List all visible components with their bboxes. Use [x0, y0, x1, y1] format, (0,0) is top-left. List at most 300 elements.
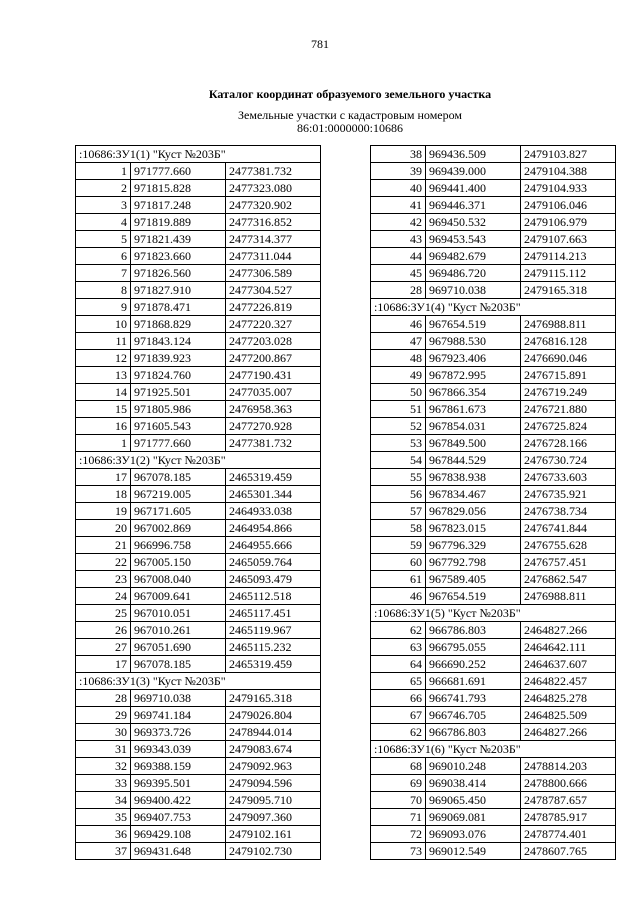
table-row: [371, 724, 616, 741]
section-header: :10686:ЗУ1(6) "Куст №203Б": [371, 741, 616, 758]
table-row: [76, 401, 321, 418]
table-row: [76, 843, 321, 860]
table-row: [76, 690, 321, 707]
table-row: [371, 146, 616, 163]
point-number-cell: 43: [371, 231, 426, 248]
x-coordinate-cell: 971925.501: [131, 384, 226, 401]
y-coordinate-cell: 2479095.710: [226, 792, 321, 809]
point-number-cell: 38: [371, 146, 426, 163]
point-number-cell: 13: [76, 367, 131, 384]
y-coordinate-cell: 2477381.732: [226, 435, 321, 452]
y-coordinate-cell: 2465093.479: [226, 571, 321, 588]
y-coordinate-cell: 2478607.765: [521, 843, 616, 860]
table-row: [371, 350, 616, 367]
table-row: [371, 248, 616, 265]
y-coordinate-cell: 2476735.921: [521, 486, 616, 503]
table-row: [371, 401, 616, 418]
point-number-cell: 70: [371, 792, 426, 809]
y-coordinate-cell: 2479165.318: [521, 282, 616, 299]
x-coordinate-cell: 967861.673: [426, 401, 521, 418]
point-number-cell: 24: [76, 588, 131, 605]
point-number-cell: 56: [371, 486, 426, 503]
x-coordinate-cell: 969012.549: [426, 843, 521, 860]
table-row: [76, 809, 321, 826]
x-coordinate-cell: 969710.038: [131, 690, 226, 707]
table-row: [371, 656, 616, 673]
y-coordinate-cell: 2477220.327: [226, 316, 321, 333]
point-number-cell: 40: [371, 180, 426, 197]
table-row: [371, 180, 616, 197]
x-coordinate-cell: 967823.015: [426, 520, 521, 537]
y-coordinate-cell: 2465301.344: [226, 486, 321, 503]
y-coordinate-cell: 2476862.547: [521, 571, 616, 588]
point-number-cell: 63: [371, 639, 426, 656]
y-coordinate-cell: 2477320.902: [226, 197, 321, 214]
table-row: [371, 792, 616, 809]
y-coordinate-cell: 2477304.527: [226, 282, 321, 299]
y-coordinate-cell: 2479083.674: [226, 741, 321, 758]
point-number-cell: 35: [76, 809, 131, 826]
y-coordinate-cell: 2476725.824: [521, 418, 616, 435]
point-number-cell: 69: [371, 775, 426, 792]
y-coordinate-cell: 2478800.666: [521, 775, 616, 792]
y-coordinate-cell: 2476690.046: [521, 350, 616, 367]
table-row: [371, 639, 616, 656]
point-number-cell: 8: [76, 282, 131, 299]
x-coordinate-cell: 971823.660: [131, 248, 226, 265]
point-number-cell: 1: [76, 435, 131, 452]
table-row: [371, 231, 616, 248]
point-number-cell: 2: [76, 180, 131, 197]
y-coordinate-cell: 2477311.044: [226, 248, 321, 265]
y-coordinate-cell: 2479106.046: [521, 197, 616, 214]
section-header-row: [76, 452, 321, 469]
point-number-cell: 32: [76, 758, 131, 775]
x-coordinate-cell: 967849.500: [426, 435, 521, 452]
point-number-cell: 72: [371, 826, 426, 843]
table-row: [76, 333, 321, 350]
table-row: [371, 520, 616, 537]
table-row: [76, 418, 321, 435]
y-coordinate-cell: 2464933.038: [226, 503, 321, 520]
point-number-cell: 51: [371, 401, 426, 418]
point-number-cell: 37: [76, 843, 131, 860]
table-row: [371, 503, 616, 520]
y-coordinate-cell: 2476728.166: [521, 435, 616, 452]
y-coordinate-cell: 2476741.844: [521, 520, 616, 537]
table-row: [371, 707, 616, 724]
point-number-cell: 41: [371, 197, 426, 214]
y-coordinate-cell: 2479103.827: [521, 146, 616, 163]
table-row: [76, 180, 321, 197]
point-number-cell: 48: [371, 350, 426, 367]
point-number-cell: 47: [371, 333, 426, 350]
point-number-cell: 10: [76, 316, 131, 333]
table-row: [76, 486, 321, 503]
table-row: [76, 707, 321, 724]
table-row: [371, 418, 616, 435]
y-coordinate-cell: 2465112.518: [226, 588, 321, 605]
y-coordinate-cell: 2479026.804: [226, 707, 321, 724]
table-row: [371, 809, 616, 826]
point-number-cell: 16: [76, 418, 131, 435]
table-row: [76, 792, 321, 809]
y-coordinate-cell: 2477035.007: [226, 384, 321, 401]
y-coordinate-cell: 2479092.963: [226, 758, 321, 775]
y-coordinate-cell: 2464822.457: [521, 673, 616, 690]
page-number: 781: [311, 37, 329, 51]
section-header-row: [371, 299, 616, 316]
x-coordinate-cell: 969436.509: [426, 146, 521, 163]
x-coordinate-cell: 967923.406: [426, 350, 521, 367]
table-row: [76, 622, 321, 639]
y-coordinate-cell: 2464642.111: [521, 639, 616, 656]
y-coordinate-cell: 2476721.880: [521, 401, 616, 418]
section-header: :10686:ЗУ1(3) "Куст №203Б": [76, 673, 321, 690]
section-header: :10686:ЗУ1(2) "Куст №203Б": [76, 452, 321, 469]
y-coordinate-cell: 2476719.249: [521, 384, 616, 401]
table-row: [371, 282, 616, 299]
point-number-cell: 9: [76, 299, 131, 316]
x-coordinate-cell: 971821.439: [131, 231, 226, 248]
point-number-cell: 26: [76, 622, 131, 639]
section-header-row: [76, 146, 321, 163]
point-number-cell: 31: [76, 741, 131, 758]
section-header: :10686:ЗУ1(4) "Куст №203Б": [371, 299, 616, 316]
x-coordinate-cell: 967171.605: [131, 503, 226, 520]
y-coordinate-cell: 2479104.933: [521, 180, 616, 197]
y-coordinate-cell: 2478814.203: [521, 758, 616, 775]
y-coordinate-cell: 2479115.112: [521, 265, 616, 282]
x-coordinate-cell: 971815.828: [131, 180, 226, 197]
x-coordinate-cell: 971878.471: [131, 299, 226, 316]
x-coordinate-cell: 967078.185: [131, 469, 226, 486]
point-number-cell: 19: [76, 503, 131, 520]
table-row: [76, 826, 321, 843]
point-number-cell: 39: [371, 163, 426, 180]
table-row: [371, 452, 616, 469]
y-coordinate-cell: 2479102.161: [226, 826, 321, 843]
y-coordinate-cell: 2477381.732: [226, 163, 321, 180]
point-number-cell: 52: [371, 418, 426, 435]
table-row: [76, 231, 321, 248]
point-number-cell: 50: [371, 384, 426, 401]
table-row: [371, 265, 616, 282]
table-row: [371, 554, 616, 571]
x-coordinate-cell: 969482.679: [426, 248, 521, 265]
y-coordinate-cell: 2464954.866: [226, 520, 321, 537]
point-number-cell: 34: [76, 792, 131, 809]
table-row: [76, 503, 321, 520]
table-row: [371, 537, 616, 554]
x-coordinate-cell: 967010.051: [131, 605, 226, 622]
point-number-cell: 23: [76, 571, 131, 588]
y-coordinate-cell: 2479114.213: [521, 248, 616, 265]
table-row: [76, 588, 321, 605]
y-coordinate-cell: 2464827.266: [521, 622, 616, 639]
x-coordinate-cell: 971843.124: [131, 333, 226, 350]
section-header: :10686:ЗУ1(5) "Куст №203Б": [371, 605, 616, 622]
y-coordinate-cell: 2479097.360: [226, 809, 321, 826]
point-number-cell: 67: [371, 707, 426, 724]
point-number-cell: 6: [76, 248, 131, 265]
y-coordinate-cell: 2479104.388: [521, 163, 616, 180]
point-number-cell: 27: [76, 639, 131, 656]
x-coordinate-cell: 971824.760: [131, 367, 226, 384]
point-number-cell: 7: [76, 265, 131, 282]
x-coordinate-cell: 969486.720: [426, 265, 521, 282]
x-coordinate-cell: 969450.532: [426, 214, 521, 231]
point-number-cell: 30: [76, 724, 131, 741]
table-row: [76, 214, 321, 231]
y-coordinate-cell: 2464825.509: [521, 707, 616, 724]
x-coordinate-cell: 969710.038: [426, 282, 521, 299]
point-number-cell: 61: [371, 571, 426, 588]
point-number-cell: 65: [371, 673, 426, 690]
table-row: [371, 469, 616, 486]
point-number-cell: 62: [371, 724, 426, 741]
x-coordinate-cell: 969065.450: [426, 792, 521, 809]
x-coordinate-cell: 969388.159: [131, 758, 226, 775]
x-coordinate-cell: 971605.543: [131, 418, 226, 435]
document-subtitle: [0, 109, 640, 135]
section-header: :10686:ЗУ1(1) "Куст №203Б": [76, 146, 321, 163]
y-coordinate-cell: 2476816.128: [521, 333, 616, 350]
y-coordinate-cell: 2465059.764: [226, 554, 321, 571]
x-coordinate-cell: 971817.248: [131, 197, 226, 214]
table-row: [76, 758, 321, 775]
table-row: [76, 282, 321, 299]
point-number-cell: 46: [371, 588, 426, 605]
table-row: [76, 741, 321, 758]
x-coordinate-cell: 967844.529: [426, 452, 521, 469]
point-number-cell: 14: [76, 384, 131, 401]
x-coordinate-cell: 966786.803: [426, 622, 521, 639]
point-number-cell: 42: [371, 214, 426, 231]
y-coordinate-cell: 2465119.967: [226, 622, 321, 639]
x-coordinate-cell: 966795.055: [426, 639, 521, 656]
point-number-cell: 44: [371, 248, 426, 265]
table-row: [76, 520, 321, 537]
table-row: [76, 248, 321, 265]
table-row: [76, 571, 321, 588]
table-row: [76, 656, 321, 673]
table-row: [76, 469, 321, 486]
point-number-cell: 17: [76, 656, 131, 673]
point-number-cell: 1: [76, 163, 131, 180]
y-coordinate-cell: 2479165.318: [226, 690, 321, 707]
y-coordinate-cell: 2476738.734: [521, 503, 616, 520]
table-row: [371, 690, 616, 707]
y-coordinate-cell: 2477306.589: [226, 265, 321, 282]
table-row: [76, 537, 321, 554]
x-coordinate-cell: 967589.405: [426, 571, 521, 588]
point-number-cell: 46: [371, 316, 426, 333]
x-coordinate-cell: 966681.691: [426, 673, 521, 690]
point-number-cell: 59: [371, 537, 426, 554]
table-row: [371, 775, 616, 792]
table-row: [371, 758, 616, 775]
subtitle-line-1: Земельные участки с кадастровым номером: [238, 108, 462, 122]
x-coordinate-cell: 969373.726: [131, 724, 226, 741]
table-row: [371, 384, 616, 401]
x-coordinate-cell: 966741.793: [426, 690, 521, 707]
y-coordinate-cell: 2465117.451: [226, 605, 321, 622]
y-coordinate-cell: 2465319.459: [226, 656, 321, 673]
table-row: [76, 639, 321, 656]
point-number-cell: 22: [76, 554, 131, 571]
y-coordinate-cell: 2464827.266: [521, 724, 616, 741]
y-coordinate-cell: 2476730.724: [521, 452, 616, 469]
x-coordinate-cell: 969395.501: [131, 775, 226, 792]
point-number-cell: 62: [371, 622, 426, 639]
section-header-row: [371, 741, 616, 758]
table-row: [76, 724, 321, 741]
x-coordinate-cell: 966746.705: [426, 707, 521, 724]
x-coordinate-cell: 969010.248: [426, 758, 521, 775]
x-coordinate-cell: 969038.414: [426, 775, 521, 792]
table-row: [76, 299, 321, 316]
x-coordinate-cell: 971819.889: [131, 214, 226, 231]
point-number-cell: 25: [76, 605, 131, 622]
table-row: [371, 435, 616, 452]
table-row: [371, 214, 616, 231]
y-coordinate-cell: 2477314.377: [226, 231, 321, 248]
table-row: [371, 843, 616, 860]
x-coordinate-cell: 967829.056: [426, 503, 521, 520]
point-number-cell: 73: [371, 843, 426, 860]
point-number-cell: 49: [371, 367, 426, 384]
y-coordinate-cell: 2476988.811: [521, 588, 616, 605]
point-number-cell: 60: [371, 554, 426, 571]
x-coordinate-cell: 969441.400: [426, 180, 521, 197]
x-coordinate-cell: 969741.184: [131, 707, 226, 724]
x-coordinate-cell: 966786.803: [426, 724, 521, 741]
y-coordinate-cell: 2464825.278: [521, 690, 616, 707]
point-number-cell: 17: [76, 469, 131, 486]
y-coordinate-cell: 2465115.232: [226, 639, 321, 656]
point-number-cell: 58: [371, 520, 426, 537]
point-number-cell: 3: [76, 197, 131, 214]
point-number-cell: 33: [76, 775, 131, 792]
x-coordinate-cell: 967838.938: [426, 469, 521, 486]
point-number-cell: 64: [371, 656, 426, 673]
y-coordinate-cell: 2476988.811: [521, 316, 616, 333]
x-coordinate-cell: 969069.081: [426, 809, 521, 826]
y-coordinate-cell: 2477226.819: [226, 299, 321, 316]
y-coordinate-cell: 2478785.917: [521, 809, 616, 826]
table-row: [371, 333, 616, 350]
x-coordinate-cell: 966690.252: [426, 656, 521, 673]
section-header-row: [76, 673, 321, 690]
y-coordinate-cell: 2476755.628: [521, 537, 616, 554]
point-number-cell: 57: [371, 503, 426, 520]
x-coordinate-cell: 967654.519: [426, 588, 521, 605]
y-coordinate-cell: 2477316.852: [226, 214, 321, 231]
table-row: [76, 197, 321, 214]
x-coordinate-cell: 967002.869: [131, 520, 226, 537]
x-coordinate-cell: 971805.986: [131, 401, 226, 418]
point-number-cell: 53: [371, 435, 426, 452]
x-coordinate-cell: 967078.185: [131, 656, 226, 673]
x-coordinate-cell: 967010.261: [131, 622, 226, 639]
x-coordinate-cell: 967051.690: [131, 639, 226, 656]
x-coordinate-cell: 967654.519: [426, 316, 521, 333]
table-row: [371, 197, 616, 214]
y-coordinate-cell: 2476715.891: [521, 367, 616, 384]
x-coordinate-cell: 967866.354: [426, 384, 521, 401]
document-title: Каталог координат образуемого земельного участка: [208, 87, 492, 101]
x-coordinate-cell: 967792.798: [426, 554, 521, 571]
x-coordinate-cell: 967872.995: [426, 367, 521, 384]
table-row: [76, 265, 321, 282]
x-coordinate-cell: 971826.560: [131, 265, 226, 282]
table-row: [76, 435, 321, 452]
coordinates-table-left: [75, 145, 321, 860]
x-coordinate-cell: 969429.108: [131, 826, 226, 843]
point-number-cell: 18: [76, 486, 131, 503]
x-coordinate-cell: 967009.641: [131, 588, 226, 605]
x-coordinate-cell: 969343.039: [131, 741, 226, 758]
point-number-cell: 29: [76, 707, 131, 724]
x-coordinate-cell: 967988.530: [426, 333, 521, 350]
y-coordinate-cell: 2477270.928: [226, 418, 321, 435]
point-number-cell: 11: [76, 333, 131, 350]
table-row: [76, 367, 321, 384]
y-coordinate-cell: 2465319.459: [226, 469, 321, 486]
y-coordinate-cell: 2479102.730: [226, 843, 321, 860]
y-coordinate-cell: 2476958.363: [226, 401, 321, 418]
x-coordinate-cell: 969431.648: [131, 843, 226, 860]
point-number-cell: 66: [371, 690, 426, 707]
point-number-cell: 45: [371, 265, 426, 282]
point-number-cell: 71: [371, 809, 426, 826]
table-row: [76, 350, 321, 367]
y-coordinate-cell: 2478774.401: [521, 826, 616, 843]
table-row: [371, 622, 616, 639]
y-coordinate-cell: 2478944.014: [226, 724, 321, 741]
y-coordinate-cell: 2479094.596: [226, 775, 321, 792]
table-row: [76, 163, 321, 180]
table-row: [371, 826, 616, 843]
point-number-cell: 15: [76, 401, 131, 418]
x-coordinate-cell: 971777.660: [131, 435, 226, 452]
table-row: [371, 571, 616, 588]
table-row: [371, 486, 616, 503]
point-number-cell: 55: [371, 469, 426, 486]
x-coordinate-cell: 969400.422: [131, 792, 226, 809]
point-number-cell: 68: [371, 758, 426, 775]
y-coordinate-cell: 2479106.979: [521, 214, 616, 231]
x-coordinate-cell: 969453.543: [426, 231, 521, 248]
point-number-cell: 28: [371, 282, 426, 299]
y-coordinate-cell: 2477203.028: [226, 333, 321, 350]
point-number-cell: 28: [76, 690, 131, 707]
y-coordinate-cell: 2476757.451: [521, 554, 616, 571]
table-row: [371, 367, 616, 384]
table-row: [76, 605, 321, 622]
point-number-cell: 54: [371, 452, 426, 469]
x-coordinate-cell: 971777.660: [131, 163, 226, 180]
x-coordinate-cell: 967854.031: [426, 418, 521, 435]
x-coordinate-cell: 971839.923: [131, 350, 226, 367]
point-number-cell: 5: [76, 231, 131, 248]
y-coordinate-cell: 2477323.080: [226, 180, 321, 197]
y-coordinate-cell: 2477190.431: [226, 367, 321, 384]
y-coordinate-cell: 2476733.603: [521, 469, 616, 486]
table-row: [76, 554, 321, 571]
point-number-cell: 20: [76, 520, 131, 537]
